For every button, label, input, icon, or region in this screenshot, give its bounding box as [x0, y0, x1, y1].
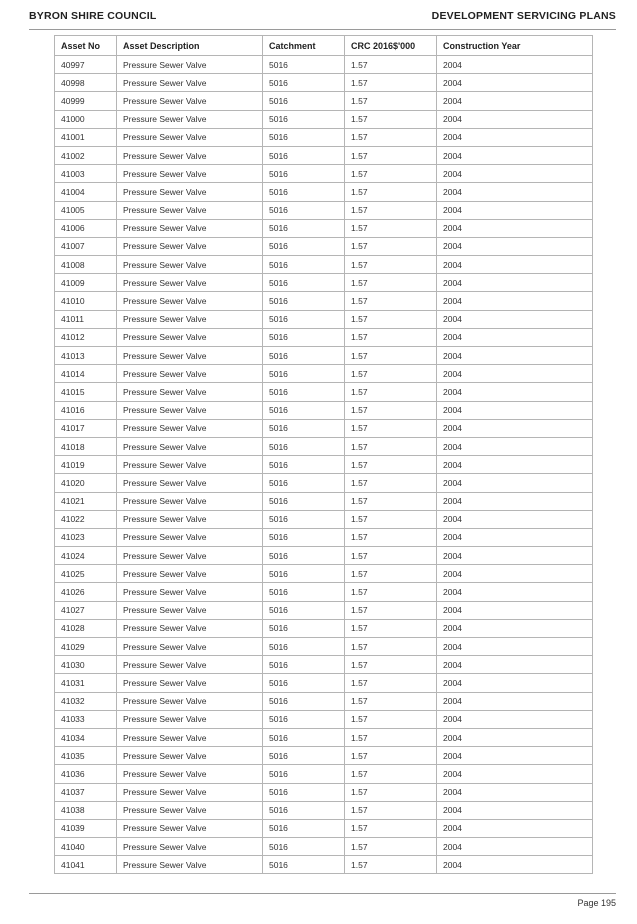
- cell-catchment: 5016: [263, 747, 345, 765]
- page-header: [0, 10, 637, 28]
- cell-asset-no: 41025: [55, 565, 117, 583]
- cell-asset-description: Pressure Sewer Valve: [117, 437, 263, 455]
- cell-catchment: 5016: [263, 74, 345, 92]
- cell-asset-description: Pressure Sewer Valve: [117, 856, 263, 874]
- cell-asset-description: Pressure Sewer Valve: [117, 383, 263, 401]
- cell-asset-description: Pressure Sewer Valve: [117, 801, 263, 819]
- cell-crc: 1.57: [345, 165, 437, 183]
- cell-crc: 1.57: [345, 838, 437, 856]
- cell-construction-year: 2004: [437, 201, 593, 219]
- table-row: [55, 165, 593, 183]
- cell-crc: 1.57: [345, 619, 437, 637]
- cell-construction-year: 2004: [437, 328, 593, 346]
- cell-construction-year: 2004: [437, 110, 593, 128]
- cell-catchment: 5016: [263, 456, 345, 474]
- cell-crc: 1.57: [345, 256, 437, 274]
- cell-crc: 1.57: [345, 674, 437, 692]
- cell-catchment: 5016: [263, 619, 345, 637]
- table-row: [55, 528, 593, 546]
- table-row: [55, 456, 593, 474]
- cell-catchment: 5016: [263, 565, 345, 583]
- cell-catchment: 5016: [263, 819, 345, 837]
- cell-crc: 1.57: [345, 401, 437, 419]
- cell-catchment: 5016: [263, 128, 345, 146]
- cell-asset-no: 41010: [55, 292, 117, 310]
- cell-catchment: 5016: [263, 183, 345, 201]
- cell-asset-no: 40999: [55, 92, 117, 110]
- cell-construction-year: 2004: [437, 365, 593, 383]
- cell-catchment: 5016: [263, 219, 345, 237]
- cell-asset-description: Pressure Sewer Valve: [117, 783, 263, 801]
- cell-crc: 1.57: [345, 419, 437, 437]
- cell-asset-no: 41002: [55, 146, 117, 164]
- cell-construction-year: 2004: [437, 783, 593, 801]
- cell-asset-description: Pressure Sewer Valve: [117, 747, 263, 765]
- cell-construction-year: 2004: [437, 219, 593, 237]
- cell-crc: 1.57: [345, 783, 437, 801]
- cell-crc: 1.57: [345, 583, 437, 601]
- cell-asset-no: 41030: [55, 656, 117, 674]
- cell-catchment: 5016: [263, 56, 345, 74]
- cell-asset-description: Pressure Sewer Valve: [117, 765, 263, 783]
- table-row: [55, 437, 593, 455]
- cell-asset-no: 41033: [55, 710, 117, 728]
- cell-construction-year: 2004: [437, 801, 593, 819]
- cell-catchment: 5016: [263, 419, 345, 437]
- cell-construction-year: 2004: [437, 728, 593, 746]
- table-row: [55, 510, 593, 528]
- cell-catchment: 5016: [263, 656, 345, 674]
- cell-catchment: 5016: [263, 692, 345, 710]
- cell-asset-description: Pressure Sewer Valve: [117, 310, 263, 328]
- cell-asset-no: 41003: [55, 165, 117, 183]
- cell-construction-year: 2004: [437, 383, 593, 401]
- cell-asset-description: Pressure Sewer Valve: [117, 237, 263, 255]
- cell-crc: 1.57: [345, 747, 437, 765]
- cell-asset-no: 41035: [55, 747, 117, 765]
- cell-asset-no: 41017: [55, 419, 117, 437]
- cell-asset-no: 41007: [55, 237, 117, 255]
- cell-asset-description: Pressure Sewer Valve: [117, 492, 263, 510]
- cell-crc: 1.57: [345, 365, 437, 383]
- cell-crc: 1.57: [345, 146, 437, 164]
- table-row: [55, 365, 593, 383]
- cell-asset-no: 41040: [55, 838, 117, 856]
- cell-asset-description: Pressure Sewer Valve: [117, 710, 263, 728]
- cell-asset-no: 41032: [55, 692, 117, 710]
- cell-construction-year: 2004: [437, 692, 593, 710]
- table-row: [55, 92, 593, 110]
- cell-construction-year: 2004: [437, 856, 593, 874]
- cell-asset-no: 41029: [55, 638, 117, 656]
- cell-crc: 1.57: [345, 565, 437, 583]
- cell-catchment: 5016: [263, 146, 345, 164]
- cell-asset-no: 41034: [55, 728, 117, 746]
- cell-crc: 1.57: [345, 710, 437, 728]
- cell-asset-no: 41031: [55, 674, 117, 692]
- cell-crc: 1.57: [345, 638, 437, 656]
- cell-crc: 1.57: [345, 456, 437, 474]
- footer-divider: [29, 893, 616, 894]
- cell-construction-year: 2004: [437, 401, 593, 419]
- cell-crc: 1.57: [345, 110, 437, 128]
- cell-crc: 1.57: [345, 692, 437, 710]
- cell-asset-description: Pressure Sewer Valve: [117, 274, 263, 292]
- table-row: [55, 292, 593, 310]
- cell-construction-year: 2004: [437, 274, 593, 292]
- cell-crc: 1.57: [345, 74, 437, 92]
- cell-crc: 1.57: [345, 328, 437, 346]
- table-row: [55, 710, 593, 728]
- cell-construction-year: 2004: [437, 237, 593, 255]
- cell-asset-description: Pressure Sewer Valve: [117, 728, 263, 746]
- table-row: [55, 747, 593, 765]
- cell-asset-description: Pressure Sewer Valve: [117, 547, 263, 565]
- cell-asset-no: 40997: [55, 56, 117, 74]
- column-header-catchment: Catchment: [263, 36, 345, 56]
- cell-asset-description: Pressure Sewer Valve: [117, 474, 263, 492]
- cell-asset-no: 41021: [55, 492, 117, 510]
- cell-catchment: 5016: [263, 237, 345, 255]
- cell-crc: 1.57: [345, 765, 437, 783]
- cell-construction-year: 2004: [437, 474, 593, 492]
- cell-asset-no: 41005: [55, 201, 117, 219]
- cell-asset-description: Pressure Sewer Valve: [117, 74, 263, 92]
- cell-asset-no: 41019: [55, 456, 117, 474]
- cell-catchment: 5016: [263, 165, 345, 183]
- table-body: [55, 56, 593, 874]
- cell-construction-year: 2004: [437, 601, 593, 619]
- cell-asset-description: Pressure Sewer Valve: [117, 92, 263, 110]
- cell-catchment: 5016: [263, 547, 345, 565]
- cell-asset-description: Pressure Sewer Valve: [117, 256, 263, 274]
- cell-construction-year: 2004: [437, 128, 593, 146]
- table-row: [55, 474, 593, 492]
- cell-asset-description: Pressure Sewer Valve: [117, 110, 263, 128]
- table-row: [55, 783, 593, 801]
- cell-asset-description: Pressure Sewer Valve: [117, 638, 263, 656]
- cell-construction-year: 2004: [437, 256, 593, 274]
- table-row: [55, 492, 593, 510]
- cell-catchment: 5016: [263, 856, 345, 874]
- cell-construction-year: 2004: [437, 347, 593, 365]
- cell-asset-no: 41016: [55, 401, 117, 419]
- cell-asset-description: Pressure Sewer Valve: [117, 146, 263, 164]
- cell-construction-year: 2004: [437, 419, 593, 437]
- table-row: [55, 347, 593, 365]
- cell-construction-year: 2004: [437, 747, 593, 765]
- cell-crc: 1.57: [345, 547, 437, 565]
- cell-catchment: 5016: [263, 347, 345, 365]
- table-row: [55, 146, 593, 164]
- cell-asset-no: 41012: [55, 328, 117, 346]
- cell-catchment: 5016: [263, 256, 345, 274]
- cell-asset-description: Pressure Sewer Valve: [117, 419, 263, 437]
- cell-catchment: 5016: [263, 601, 345, 619]
- cell-asset-description: Pressure Sewer Valve: [117, 128, 263, 146]
- cell-crc: 1.57: [345, 801, 437, 819]
- cell-asset-no: 41041: [55, 856, 117, 874]
- cell-crc: 1.57: [345, 510, 437, 528]
- cell-crc: 1.57: [345, 347, 437, 365]
- column-header-asset-description: Asset Description: [117, 36, 263, 56]
- cell-asset-description: Pressure Sewer Valve: [117, 292, 263, 310]
- cell-asset-no: 41018: [55, 437, 117, 455]
- cell-crc: 1.57: [345, 292, 437, 310]
- cell-construction-year: 2004: [437, 183, 593, 201]
- cell-asset-description: Pressure Sewer Valve: [117, 565, 263, 583]
- cell-asset-no: 41020: [55, 474, 117, 492]
- cell-catchment: 5016: [263, 728, 345, 746]
- table-row: [55, 401, 593, 419]
- table-row: [55, 565, 593, 583]
- column-header-construction-year: Construction Year: [437, 36, 593, 56]
- cell-asset-no: 41028: [55, 619, 117, 637]
- cell-asset-description: Pressure Sewer Valve: [117, 674, 263, 692]
- cell-asset-description: Pressure Sewer Valve: [117, 328, 263, 346]
- table-row: [55, 638, 593, 656]
- cell-crc: 1.57: [345, 383, 437, 401]
- table-row: [55, 383, 593, 401]
- table-row: [55, 601, 593, 619]
- cell-asset-no: 41008: [55, 256, 117, 274]
- cell-construction-year: 2004: [437, 146, 593, 164]
- cell-crc: 1.57: [345, 128, 437, 146]
- cell-asset-description: Pressure Sewer Valve: [117, 619, 263, 637]
- cell-construction-year: 2004: [437, 583, 593, 601]
- cell-asset-no: 41037: [55, 783, 117, 801]
- table-row: [55, 674, 593, 692]
- cell-catchment: 5016: [263, 638, 345, 656]
- cell-catchment: 5016: [263, 674, 345, 692]
- cell-asset-no: 41039: [55, 819, 117, 837]
- cell-crc: 1.57: [345, 237, 437, 255]
- cell-asset-no: 41011: [55, 310, 117, 328]
- cell-crc: 1.57: [345, 183, 437, 201]
- cell-catchment: 5016: [263, 528, 345, 546]
- page-number: Page 195: [577, 898, 616, 908]
- table-row: [55, 801, 593, 819]
- cell-asset-description: Pressure Sewer Valve: [117, 456, 263, 474]
- cell-crc: 1.57: [345, 474, 437, 492]
- cell-asset-description: Pressure Sewer Valve: [117, 656, 263, 674]
- cell-catchment: 5016: [263, 474, 345, 492]
- cell-asset-no: 41026: [55, 583, 117, 601]
- table-row: [55, 310, 593, 328]
- cell-asset-description: Pressure Sewer Valve: [117, 365, 263, 383]
- cell-asset-no: 41014: [55, 365, 117, 383]
- cell-crc: 1.57: [345, 728, 437, 746]
- cell-crc: 1.57: [345, 528, 437, 546]
- cell-construction-year: 2004: [437, 492, 593, 510]
- cell-crc: 1.57: [345, 656, 437, 674]
- cell-crc: 1.57: [345, 201, 437, 219]
- cell-crc: 1.57: [345, 856, 437, 874]
- cell-catchment: 5016: [263, 510, 345, 528]
- cell-catchment: 5016: [263, 383, 345, 401]
- cell-asset-no: 40998: [55, 74, 117, 92]
- cell-construction-year: 2004: [437, 310, 593, 328]
- cell-crc: 1.57: [345, 819, 437, 837]
- table-row: [55, 183, 593, 201]
- cell-asset-no: 41027: [55, 601, 117, 619]
- cell-catchment: 5016: [263, 801, 345, 819]
- cell-crc: 1.57: [345, 219, 437, 237]
- cell-construction-year: 2004: [437, 92, 593, 110]
- cell-construction-year: 2004: [437, 638, 593, 656]
- cell-catchment: 5016: [263, 583, 345, 601]
- cell-catchment: 5016: [263, 310, 345, 328]
- cell-catchment: 5016: [263, 292, 345, 310]
- cell-asset-description: Pressure Sewer Valve: [117, 401, 263, 419]
- cell-catchment: 5016: [263, 274, 345, 292]
- cell-catchment: 5016: [263, 437, 345, 455]
- cell-crc: 1.57: [345, 310, 437, 328]
- cell-asset-description: Pressure Sewer Valve: [117, 56, 263, 74]
- cell-catchment: 5016: [263, 783, 345, 801]
- table-row: [55, 274, 593, 292]
- cell-catchment: 5016: [263, 110, 345, 128]
- cell-asset-description: Pressure Sewer Valve: [117, 165, 263, 183]
- cell-asset-description: Pressure Sewer Valve: [117, 510, 263, 528]
- cell-construction-year: 2004: [437, 456, 593, 474]
- cell-asset-no: 41023: [55, 528, 117, 546]
- table-row: [55, 547, 593, 565]
- cell-catchment: 5016: [263, 365, 345, 383]
- cell-construction-year: 2004: [437, 528, 593, 546]
- cell-construction-year: 2004: [437, 674, 593, 692]
- cell-crc: 1.57: [345, 92, 437, 110]
- cell-asset-no: 41038: [55, 801, 117, 819]
- cell-construction-year: 2004: [437, 547, 593, 565]
- cell-crc: 1.57: [345, 437, 437, 455]
- column-header-asset-no: Asset No: [55, 36, 117, 56]
- table-row: [55, 201, 593, 219]
- table-row: [55, 728, 593, 746]
- cell-catchment: 5016: [263, 201, 345, 219]
- cell-construction-year: 2004: [437, 819, 593, 837]
- cell-catchment: 5016: [263, 92, 345, 110]
- column-header-crc: CRC 2016$'000: [345, 36, 437, 56]
- table-row: [55, 765, 593, 783]
- cell-catchment: 5016: [263, 765, 345, 783]
- table-row: [55, 419, 593, 437]
- cell-asset-no: 41015: [55, 383, 117, 401]
- cell-asset-no: 41024: [55, 547, 117, 565]
- table-row: [55, 819, 593, 837]
- cell-asset-no: 41000: [55, 110, 117, 128]
- cell-catchment: 5016: [263, 401, 345, 419]
- cell-asset-description: Pressure Sewer Valve: [117, 838, 263, 856]
- cell-asset-no: 41036: [55, 765, 117, 783]
- cell-crc: 1.57: [345, 601, 437, 619]
- cell-asset-no: 41013: [55, 347, 117, 365]
- cell-asset-description: Pressure Sewer Valve: [117, 201, 263, 219]
- cell-construction-year: 2004: [437, 765, 593, 783]
- table-row: [55, 237, 593, 255]
- table-row: [55, 619, 593, 637]
- table-row: [55, 328, 593, 346]
- table-row: [55, 256, 593, 274]
- cell-asset-no: 41006: [55, 219, 117, 237]
- cell-asset-no: 41009: [55, 274, 117, 292]
- cell-construction-year: 2004: [437, 56, 593, 74]
- cell-crc: 1.57: [345, 492, 437, 510]
- table-row: [55, 128, 593, 146]
- cell-asset-description: Pressure Sewer Valve: [117, 347, 263, 365]
- cell-construction-year: 2004: [437, 437, 593, 455]
- cell-construction-year: 2004: [437, 838, 593, 856]
- cell-asset-description: Pressure Sewer Valve: [117, 183, 263, 201]
- cell-asset-description: Pressure Sewer Valve: [117, 528, 263, 546]
- council-name: BYRON SHIRE COUNCIL: [29, 10, 157, 22]
- cell-asset-description: Pressure Sewer Valve: [117, 692, 263, 710]
- cell-catchment: 5016: [263, 328, 345, 346]
- cell-asset-description: Pressure Sewer Valve: [117, 219, 263, 237]
- table-row: [55, 838, 593, 856]
- table-row: [55, 856, 593, 874]
- cell-construction-year: 2004: [437, 710, 593, 728]
- cell-asset-description: Pressure Sewer Valve: [117, 583, 263, 601]
- asset-table: [54, 35, 593, 874]
- table-header-row: [55, 36, 593, 56]
- cell-construction-year: 2004: [437, 74, 593, 92]
- cell-asset-description: Pressure Sewer Valve: [117, 601, 263, 619]
- table-row: [55, 74, 593, 92]
- cell-asset-no: 41004: [55, 183, 117, 201]
- table-row: [55, 692, 593, 710]
- table-row: [55, 219, 593, 237]
- document-title: DEVELOPMENT SERVICING PLANS: [431, 10, 616, 22]
- cell-construction-year: 2004: [437, 619, 593, 637]
- cell-construction-year: 2004: [437, 292, 593, 310]
- cell-construction-year: 2004: [437, 510, 593, 528]
- cell-asset-no: 41001: [55, 128, 117, 146]
- table-row: [55, 56, 593, 74]
- cell-asset-no: 41022: [55, 510, 117, 528]
- cell-construction-year: 2004: [437, 656, 593, 674]
- cell-construction-year: 2004: [437, 165, 593, 183]
- cell-asset-description: Pressure Sewer Valve: [117, 819, 263, 837]
- table-row: [55, 110, 593, 128]
- cell-crc: 1.57: [345, 274, 437, 292]
- cell-catchment: 5016: [263, 838, 345, 856]
- cell-crc: 1.57: [345, 56, 437, 74]
- cell-construction-year: 2004: [437, 565, 593, 583]
- header-divider: [29, 29, 616, 30]
- cell-catchment: 5016: [263, 492, 345, 510]
- cell-catchment: 5016: [263, 710, 345, 728]
- table-row: [55, 656, 593, 674]
- table-row: [55, 583, 593, 601]
